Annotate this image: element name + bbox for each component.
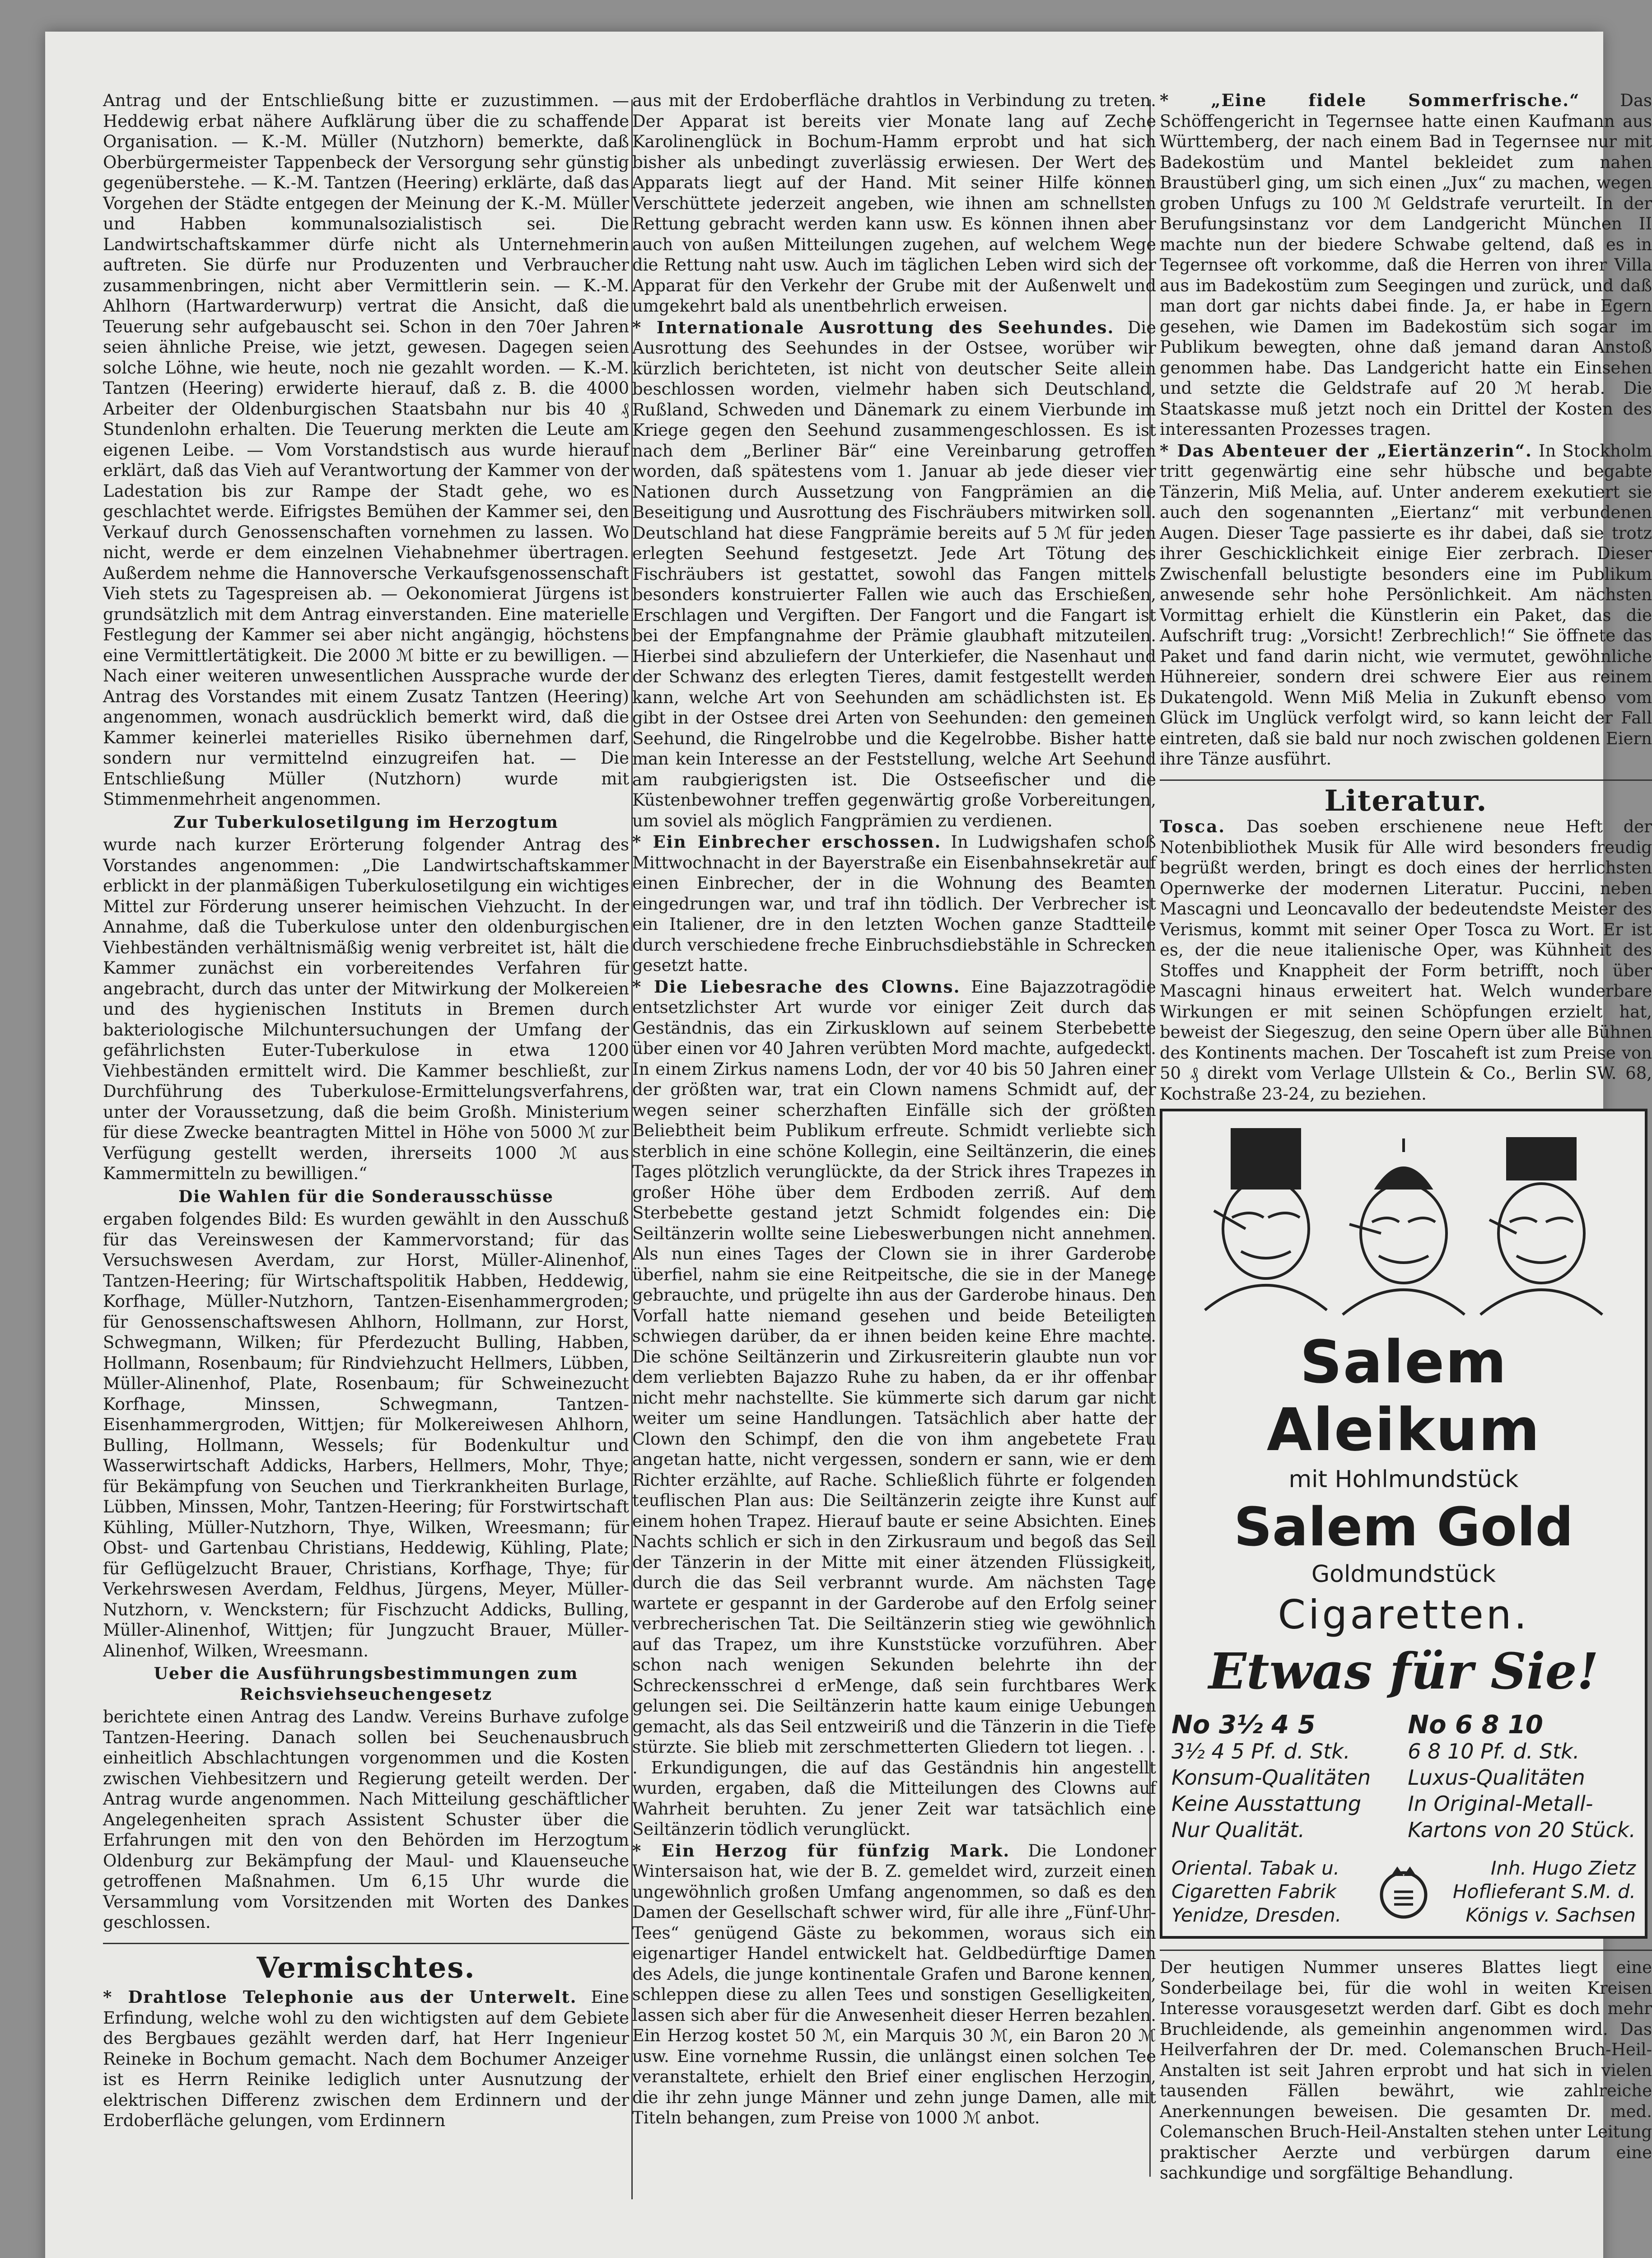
brand-tagline: mit Hohlmundstück <box>1288 1466 1519 1493</box>
article-paragraph <box>1160 816 1652 1104</box>
quality-text: Keine Ausstattung <box>1171 1791 1362 1816</box>
subheading: Ueber die Ausführungsbestimmungen zum Reichsviehseuchengesetz <box>154 1664 579 1704</box>
price-text: 3½ 4 5 Pf. d. Stk. <box>1171 1739 1350 1763</box>
article-paragraph: ergaben folgendes Bild: Es wurden gewählt in den Ausschuß für das Vereinswesen der Kammervorstand; für das Versuchswesen Averdam, zur Horst, Müller-Alinenhof, Tantzen-Heering; für Wirtschaftspolitik Habben, Heddewig, Korfhage, Müller-Nutzhorn, Tantzen-Eisenhammergroden; für Genossenschaftswesen Ahlhorn, Hollmann, zur Horst, Schwegmann, Wilken; für Pferdezucht Bulling, Habben, Hollmann, Rosenbaum; für Rindviehzucht Hellmers, Lübben, Müller-Alinenhof, Plate, Rosenbaum; für Schweinezucht Korfhage, Minssen, Schwegmann, Tantzen-Eisenhammergroden, Wittjen; für Molkereiwesen Ahlhorn, Bulling, Hollmann, Wessels; für Bodenkultur und Wasserwirtschaft Addicks, Harbers, Hellmers, Mohr, Thye; für Bekämpfung von Seuchen und Tierkrankheiten Burlage, Lübben, Minssen, Mohr, Tantzen-Heering; für Forstwirtschaft Kühling, Müller-Nutzhorn, Thye, Wilken, Wreesmann; für Obst- und Gartenbau Christians, Heddewig, Kühling, Plate; für Geflügelzucht Brauer, Christians, Korfhage, Thye; für Verkehrswesen Averdam, Feldhus, Jürgens, Meyer, Müller-Nutzhorn, v. Wenckstern; für Fischzucht Addicks, Bulling, Müller-Alinenhof, Wittjen; für Jungzucht Brauer, Müller-Alinenhof, Wilken, Wreesmann. <box>103 1209 629 1661</box>
article-headline: Tosca. <box>1160 816 1226 836</box>
article-paragraph <box>632 317 1156 831</box>
article-text: Das soeben erschienene neue Heft der Notenbibliothek Musik für Alle wird besonders freudig begrüßt werden, bringt es doch eines der herrlichsten Opernwerke der modernen Literatur. Puccini, neben Mascagni und Leoncavallo der bedeutendste Meister des Verismus, kommt mit seiner Oper Tosca zu Wort. Er ist es, der die neue italienische Oper, was Kühnheit des Stoffes und Knappheit der Form betrifft, noch über Mascagni hinaus erweitert hat. Welch wunderbare Wirkungen er mit seinen Schöpfungen erzielt hat, beweist der Siegeszug, den seine Opern über alle Bühnen des Kontinents machen. Der Toscaheft ist zum Preise von 50 ₰ direkt vom Verlage Ullstein & Co., Berlin SW. 68, Kochstraße 23-24, zu beziehen. <box>1160 817 1652 1104</box>
ad-footer <box>1171 1857 1636 1927</box>
section-title: Literatur. <box>1324 784 1488 818</box>
section-rule <box>1160 779 1652 781</box>
cigarette-advertisement <box>1160 1109 1647 1939</box>
column-middle <box>632 90 1156 2249</box>
article-headline: * Drahtlose Telephonie aus der Unterwelt. <box>103 1987 577 2007</box>
article-text: Die Londoner Wintersaison hat, wie der B. Z. gemeldet wird, zurzeit einen ungewöhnlich großen Umfang angenommen, so daß es den Damen der Gesellschaft schwer wird, für alle ihre „Fünf-Uhr-Tees“ genügend Gäste zu bekommen, woraus sich ein eigenartiger Handel entwickelt hat. Geldbedürftige Damen des Adels, die junge kontinentale Grafen und Barone kennen, schleppen diese zu allen Tees und sonstigen Geselligkeiten, lassen sich aber für die Anwesenheit dieser Herren bezahlen. Ein Herzog kostet 50 ℳ, ein Marquis 30 ℳ, ein Baron 20 ℳ usw. Eine vornehme Russin, die unlängst einen solchen Tee veranstaltete, erhielt den Brief einer englischen Herzogin, die ihr zehn junge Männer und zehn junge Damen, alle mit Titeln behangen, zum Preise von 1000 ℳ anbot. <box>632 1841 1157 2127</box>
article-paragraph <box>103 1987 629 2131</box>
section-rule <box>103 1943 629 1944</box>
article-text: Die Ausrottung des Seehundes in der Ostsee, worüber wir kürzlich berichteten, ist nicht von deutscher Seite allein beschlossen worden, vielmehr haben sich Deutschland, Rußland, Schweden und Dänemark zu einem Vierbunde im Kriege gegen den Seehund zusammengeschlossen. Es ist nach dem „Berliner Bär“ eine Vereinbarung getroffen worden, daß spätestens vom 1. Januar ab jede dieser vier Nationen durch Aussetzung von Fangprämien an die Beseitigung und Ausrottung des Fischräubers mitwirken soll. Deutschland hat diese Fangprämie bereits auf 5 ℳ für jeden erlegten Seehund festgesetzt. Jede Art Tötung des Fischräubers ist gestattet, sowohl das Fangen mittels besonders konstruierter Fallen wie auch das Erschießen, Erschlagen und Vergiften. Der Fangort und die Fangart ist bei der Empfangnahme der Prämie glaubhaft mitzuteilen. Hierbei sind abzuliefern der Unterkiefer, die Nasenhaut und der Schwanz des erlegten Tieres, damit festgestellt werden kann, welche Art von Seehunden am schädlichsten ist. Es gibt in der Ostsee drei Arten von Seehunden: den gemeinen Seehund, die Ringelrobbe und die Kegelrobbe. Bisher hatte man kein Interesse an der Feststellung, welche Art Seehund am raubgierigsten ist. Die Ostseefischer und die Küstenbewohner treffen gegenwärtig große Vorbereitungen, um soviel als möglich Fangprämien zu verdienen. <box>632 317 1156 830</box>
price-table <box>1171 1712 1636 1843</box>
article-paragraph: aus mit der Erdoberfläche drahtlos in Verbindung zu treten. Der Apparat ist bereits vier Monate lang auf Zeche Karolinenglück in Bochum-Hamm erprobt und hat sich bisher als unbedingt zuverlässig erwiesen. Der Wert des Apparats liegt auf der Hand. Mit seiner Hilfe können Verschüttete jederzeit angeben, wie ihnen am schnellsten Rettung gebracht werden kann usw. Es können ihnen aber auch von außen Mitteilungen zugehen, auf welchem Wege die Rettung naht usw. Auch im täglichen Leben wird sich der Apparat für den Verkehr der Grube mit der Außenwelt und umgekehrt bald als unentbehrlich erweisen. <box>632 91 1156 316</box>
article-text: In Ludwigshafen schoß Mittwochnacht in der Bayerstraße ein Eisenbahnsekretär auf einen Einbrecher, der in die Wohnung des Beamten eingedrungen war, und traf ihn tödlich. Der Verbrecher ist ein Italiener, dre in den letzten Wochen ganze Stadtteile durch verschiedene freche Einbruchsdiebstähle in Schrecken gesetzt hatte. <box>632 832 1156 975</box>
soldiers-illustration <box>1171 1120 1636 1328</box>
article-paragraph <box>632 977 1156 1840</box>
price-numbers: No 3½ 4 5 <box>1171 1710 1316 1740</box>
newspaper-page <box>45 32 1652 2258</box>
column-left <box>103 90 629 2244</box>
article-paragraph: Antrag und der Entschließung bitte er zuzustimmen. — Heddewig erbat nähere Aufklärung über die zu schaffende Organisation. — K.-M. Müller (Nutzhorn) bemerkte, daß Oberbürgermeister Tappenbeck der Versorgung sehr günstig gegenüberstehe. — K.-M. Tantzen (Heering) erklärte, daß das Vorgehen der Städte entgegen der Meinung der K.-M. Müller und Habben kommunalsozialistisch sei. Die Landwirtschaftskammer dürfe nicht als Unternehmerin auftreten. Sie dürfe nur Produzenten und Verbraucher zusammenbringen, nicht aber Vermittlerin sein. — K.-M. Ahlhorn (Hartwarderwurp) vertrat die Ansicht, daß die Teuerung sehr aufgebauscht sei. Schon in den 70er Jahren seien ähnliche Preise, wie jetzt, gewesen. Dagegen seien solche Löhne, wie heute, noch nie gezahlt worden. — K.-M. Tantzen (Heering) erwiderte hierauf, daß z. B. die 4000 Arbeiter der Oldenburgischen Staatsbahn nur bis 40 ₰ Stundenlohn erhalten. Die Teuerung merkten die Leute am eigenen Leibe. — Vom Vorstandstisch aus wurde hierauf erklärt, daß das Vieh auf Verantwortung der Kammer von der Ladestation bis zur Rampe der Stadt gehe, wo es geschlachtet werde. Eifrigstes Bemühen der Kammer sei, den Verkauf durch Genossenschaften vornehmen zu lassen. Wo nicht, werde er dem einzelnen Viehabnehmer übertragen. Außerdem nehme die Hannoversche Verkaufsgenossenschaft Vieh stets zu Tagespreisen ab. — Oekonomierat Jürgens ist grundsätzlich mit dem Antrag einverstanden. Eine materielle Festlegung der Kammer sei aber nicht angängig, höchstens eine Vermittlertätigkeit. Die 2000 ℳ bitte er zu bewilligen. — Nach einer weiteren unwesentlichen Aussprache wurde der Antrag des Vorstandes mit einem Zusatz Tantzen (Heering) angenommen, wonach ausdrücklich bemerkt wird, daß die Kammer keinerlei materielles Risiko übernehmen darf, sondern nur vermittelnd einzugreifen hat. — Die Entschließung Müller (Nutzhorn) wurde mit Stimmenmehrheit angenommen. <box>103 91 629 809</box>
quality-text: Kartons von 20 Stück. <box>1408 1818 1636 1842</box>
quality-text: Konsum-Qualitäten <box>1171 1765 1371 1790</box>
article-headline: * „Eine fidele Sommerfrische.“ <box>1160 90 1580 110</box>
royal-crest-icon <box>1372 1860 1435 1923</box>
article-paragraph: wurde nach kurzer Erörterung folgender Antrag des Vorstandes angenommen: „Die Landwirtschaftskammer erblickt in der planmäßigen Tuberkulosetilgung ein wichtiges Mittel zur Förderung unserer heimischen Viehzucht. In der Annahme, daß die Tuberkulose unter den oldenburgischen Viehbeständen verhältnismäßig wenig verbreitet ist, hält die Kammer zunächst ein vorbereitendes Verfahren für angebracht, durch das unter der Mitwirkung der Molkereien und des hygienischen Instituts in Bremen durch bakteriologische Milchuntersuchungen der Umfang der gefährlichsten Euter-Tuberkulose in etwa 1200 Viehbeständen ermittelt wird. Die Kammer beschließt, zur Durchführung des Tuberkulose-Ermittelungsverfahrens, unter der Voraussetzung, daß die beim Großh. Ministerium für diese Zwecke beantragten Mittel in Höhe von 5000 ℳ zur Verfügung gestellt werden, ihrerseits 1000 ℳ aus Kammermitteln zu bewilligen.“ <box>103 835 629 1183</box>
company-name: Oriental. Tabak u. Cigaretten Fabrik Yenidze, Dresden. <box>1171 1857 1342 1926</box>
article-paragraph <box>632 1841 1156 2128</box>
article-paragraph <box>632 832 1156 976</box>
column-right <box>1160 90 1652 2235</box>
article-paragraph: Der heutigen Nummer unseres Blattes liegt eine Sonderbeilage bei, für die wohl in weiten Kreisen Interesse vorausgesetzt werden darf. Gibt es doch mehr Bruchleidende, als gemeinhin angenommen wird. Das Heilverfahren der Dr. med. Colemanschen Bruch-Heil-Anstalten ist seit Jahren erprobt und hat sich in vielen tausenden Fällen bewährt, wie zahlreiche Anerkennungen beweisen. Die gesamten Dr. med. Colemanschen Bruch-Heil-Anstalten stehen unter Leitung praktischer Aerzte und verbürgen darum eine sachkundige und sorgfältige Behandlung. <box>1160 1958 1652 2183</box>
section-rule <box>1160 1950 1652 1951</box>
article-text: Eine Bajazzotragödie entsetzlichster Art wurde vor einiger Zeit durch das Geständnis, das ein Zirkusklown auf seinem Sterbebette über einen vor 40 Jahren verübten Mord machte, aufgedeckt. In einem Zirkus namens Lodn, der vor 40 bis 50 Jahren einer der größten war, trat ein Clown namens Schmidt auf, der wegen seiner scherzhaften Einfälle sich der größten Beliebtheit beim Publikum erfreute. Schmidt verliebte sich sterblich in eine schöne Kollegin, eine Seiltänzerin, die eines Tages plötzlich verunglückte, da der Strick ihres Trapezes in großer Höhe über dem Erdboden zerriß. Auf dem Sterbebette gestand jetzt Schmidt folgendes ein: Die Seiltänzerin wollte seine Liebeswerbungen nicht annehmen. Als nun eines Tages der Clown sie in ihrer Garderobe überfiel, nahm sie eine Reitpeitsche, die sie in der Manege gebrauchte, und prügelte ihn aus der Garderobe hinaus. Den Vorfall hatte niemand gesehen und beide Beteiligten schwiegen darüber, da er ihnen beiden keine Ehre machte. Die schöne Seiltänzerin und Zirkusreiterin glaubte nun vor dem verliebten Bajazzo Ruhe zu haben, da er ihr offenbar nicht mehr nachstellte. Sie kümmerte sich darum gar nicht weiter um seine Handlungen. Tatsächlich aber hatte der Clown den Schimpf, den die von ihm angebetete Frau angetan hatte, nicht vergessen, sondern er sann, wie er dem Richter erzählte, auf Rache. Schließlich führte er folgenden teuflischen Plan aus: Die Seiltänzerin zeigte ihre Kunst auf einem hohen Trapez. Hierauf baute er seine Absichten. Eines Nachts schlich er sich in den Zirkusraum und begoß das Seil der Tänzerin in der Mitte mit einer ätzenden Flüssigkeit, durch die das Seil verbrannt wurde. Am nächsten Tage wartete er gespannt in der Garderobe auf den Erfolg seiner verbrecherischen Tat. Die Seiltänzerin stieg wie gewöhnlich auf das Trapez, um ihre Kunststücke vorzuführen. Aber schon nach wenigen Sekunden belehrte ihn der Schreckensschrei d erMenge, daß sein furchtbares Werk gelungen sei. Die Seiltänzerin hatte kaum einige Uebungen gemacht, als das Seil entzweiriß und die Tänzerin in die Tiefe stürzte. Sie blieb mit zerschmetterten Gliedern tot liegen. . . . Erkundigungen, die auf das Geständnis hin angestellt wurden, ergaben, daß die Mitteilungen des Clowns auf Wahrheit beruhten. Zu jener Zeit war tatsächlich eine Seiltänzerin tödlich verunglückt. <box>632 977 1156 1839</box>
article-headline: * Ein Einbrecher erschossen. <box>632 832 942 852</box>
price-text: 6 8 10 Pf. d. Stk. <box>1408 1739 1580 1763</box>
article-paragraph <box>1160 441 1652 770</box>
price-numbers: No 6 8 10 <box>1408 1710 1543 1740</box>
owner-name: Inh. Hugo Zietz Hoflieferant S.M. d. Königs v. Sachsen <box>1453 1857 1636 1926</box>
article-text: Eine Erfindung, welche wohl zu den wichtigsten auf dem Gebiete des Bergbaues gezählt werden darf, hat Herr Ingenieur Reineke in Bochum gemacht. Nach dem Bochumer Anzeiger ist es Herrn Reinike lediglich unter Ausnutzung der elektrischen Differenz zwischen dem Erdinnern und der Erdoberfläche gelungen, vom Erdinnern <box>103 1987 629 2130</box>
ad-slogan: Etwas für Sie! <box>1209 1642 1599 1700</box>
subheading: Die Wahlen für die Sonderausschüsse <box>178 1187 554 1206</box>
brand-name-secondary: Salem Gold <box>1234 1496 1573 1558</box>
quality-text: Luxus-Qualitäten <box>1408 1765 1585 1790</box>
article-headline: * Die Liebesrache des Clowns. <box>632 976 961 997</box>
brand-name: Salem Aleikum <box>1266 1328 1541 1464</box>
subheading: Zur Tuberkulosetilgung im Herzogtum <box>173 812 559 832</box>
article-paragraph: berichtete einen Antrag des Landw. Vereins Burhave zufolge Tantzen-Heering. Danach sollen bei Seuchenausbruch einheitlich Abschlachtungen vorgenommen und die Kosten zwischen Viehbesitzern und Regierung geteilt werden. Der Antrag wurde angenommen. Nach Mitteilung geschäftlicher Angelegenheiten sprach Assistent Schuster über die Erfahrungen mit den von den Behörden im Herzogtum Oldenburg zur Bekämpfung der Maul- und Klauenseuche getroffenen Maßnahmen. Um 6,15 Uhr wurde die Versammlung vom Vorsitzenden mit Worten des Dankes geschlossen. <box>103 1707 629 1932</box>
article-headline: * Ein Herzog für fünfzig Mark. <box>632 1840 1010 1861</box>
product-label: Cigaretten. <box>1278 1591 1530 1638</box>
article-headline: * Das Abenteuer der „Eiertänzerin“. <box>1160 440 1532 461</box>
brand-tagline: Goldmundstück <box>1311 1561 1496 1588</box>
article-text: In Stockholm tritt gegenwärtig eine sehr hübsche und begabte Tänzerin, Miß Melia, auf. Unter anderem exekutiert sie auch den sogenannten „Eiertanz“ mit verbundenen Augen. Dieser Tage passierte es ihr dabei, daß sie trotz ihrer Geschicklichkeit einige Eier zerbrach. Dieser Zwischenfall belustigte besonders eine im Publikum anwesende sehr hohe Persönlichkeit. Am nächsten Vormittag erhielt die Künstlerin ein Paket, das die Aufschrift trug: „Vorsicht! Zerbrechlich!“ Sie öffnete das Paket und fand darin nicht, wie vermutet, gewöhnliche Hühnereier, sondern drei schwere Eier aus reinem Dukatengold. Wenn Miß Melia in Zukunft ebenso vom Glück im Unglück verfolgt wird, so kann leicht der Fall eintreten, daß sie bald nur noch zwischen goldenen Eiern ihre Tänze ausführt. <box>1160 441 1652 769</box>
quality-text: In Original-Metall- <box>1408 1791 1593 1816</box>
section-title: Vermischtes. <box>257 1950 476 1985</box>
article-paragraph <box>1160 90 1652 440</box>
quality-text: Nur Qualität. <box>1171 1818 1305 1842</box>
article-text: Das Schöffengericht in Tegernsee hatte einen Kaufmann aus Württemberg, der nach einem Bad in Tegernsee nur mit Badekostüm und Mantel bekleidet zum nahen Braustüberl ging, um sich einen „Jux“ zu machen, wegen groben Unfugs zu 100 ℳ Geldstrafe verurteilt. In der Berufungsinstanz vor dem Landgericht München II machte nun der biedere Schwabe geltend, daß es in Tegernsee oft vorkomme, daß die Herren von ihrer Villa aus im Badekostüm zum Seegingen und zurück, und daß man dort gar nichts dabei finde. Ja, er habe in Egern gesehen, wie Damen im Badekostüm sich sogar im Publikum bewegten, ohne daß jemand daran Anstoß genommen habe. Das Landgericht hatte ein Einsehen und setzte die Geldstrafe auf 20 ℳ herab. Die Staatskasse muß jetzt noch ein Drittel der Kosten des interessanten Prozesses tragen. <box>1160 91 1652 439</box>
price-column-left <box>1171 1712 1371 1843</box>
price-column-right <box>1408 1712 1636 1843</box>
article-headline: * Internationale Ausrottung des Seehundes. <box>632 317 1115 337</box>
